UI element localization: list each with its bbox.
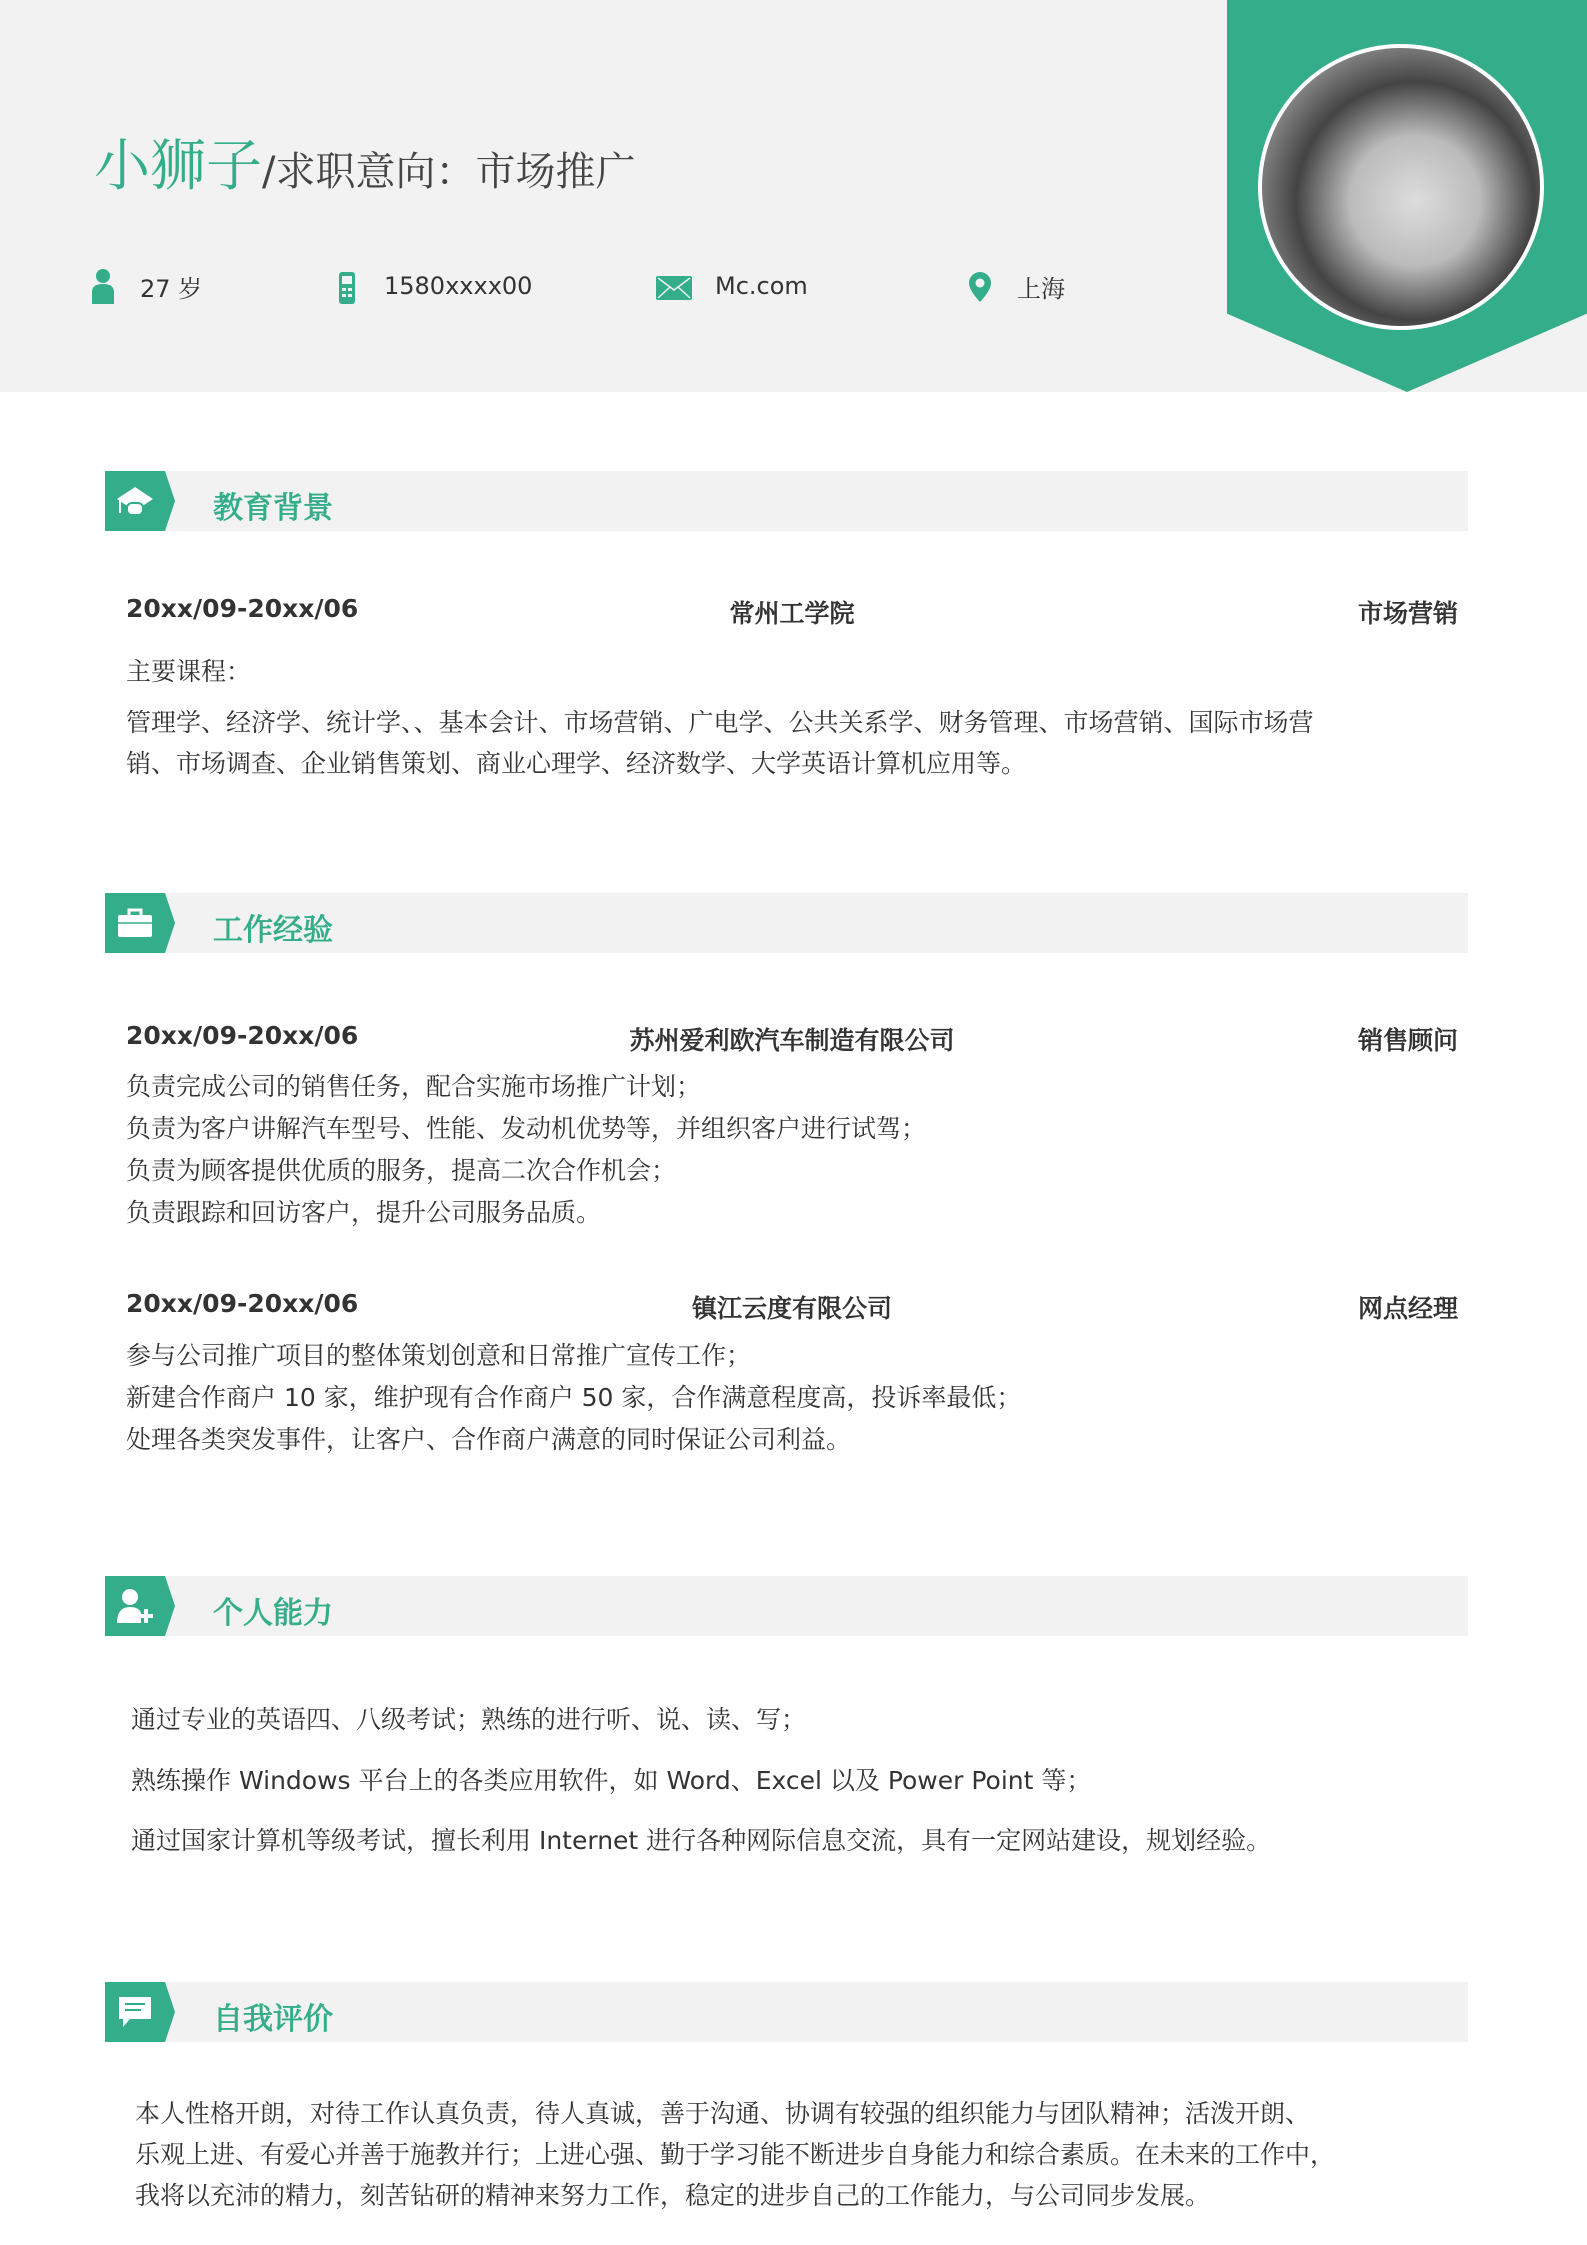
section-title: 个人能力	[213, 1596, 333, 1631]
section-skills	[105, 1576, 1468, 1636]
email-text: Mc.com	[715, 272, 808, 300]
courses-label: 主要课程：	[126, 657, 252, 686]
person-icon	[88, 268, 118, 304]
job-duty: 新建合作商户 10 家，维护现有合作商户 50 家，合作满意程度高，投诉率最低；	[126, 1383, 1022, 1412]
contact-phone	[332, 268, 532, 304]
self-eval-line: 我将以充沛的精力，刻苦钻研的精神来努力工作，稳定的进步自己的工作能力，与公司同步发展。	[135, 2181, 1211, 2210]
job-date: 20xx/09-20xx/06	[126, 1021, 359, 1050]
job-company: 苏州爱利欧汽车制造有限公司	[629, 1026, 955, 1055]
contact-age	[88, 268, 202, 304]
job-duty: 负责跟踪和回访客户，提升公司服务品质。	[126, 1198, 602, 1227]
section-title: 自我评价	[213, 2002, 333, 2037]
section-title: 教育背景	[213, 491, 333, 526]
education-date: 20xx/09-20xx/06	[126, 594, 359, 623]
courses-line-2: 销、市场调查、企业销售策划、商业心理学、经济数学、大学英语计算机应用等。	[126, 749, 1027, 778]
phone-icon	[332, 268, 362, 304]
education-row	[126, 594, 1458, 628]
job-role: 销售顾问	[1357, 1026, 1458, 1055]
job-duty: 负责为客户讲解汽车型号、性能、发动机优势等，并组织客户进行试驾；	[126, 1114, 927, 1143]
contact-location	[965, 268, 1065, 304]
section-work	[105, 893, 1468, 953]
job-intent: /求职意向：市场推广	[262, 149, 636, 195]
mail-icon	[655, 268, 693, 304]
job-row	[126, 1021, 1458, 1055]
job-duty: 处理各类突发事件，让客户、合作商户满意的同时保证公司利益。	[126, 1425, 852, 1454]
job-row	[126, 1289, 1458, 1323]
profile-photo	[1258, 44, 1544, 330]
section-education	[105, 471, 1468, 531]
contact-email	[655, 268, 808, 304]
graduation-cap-icon	[105, 471, 175, 531]
education-school: 常州工学院	[729, 599, 855, 628]
job-duty: 负责完成公司的销售任务，配合实施市场推广计划；	[126, 1072, 702, 1101]
job-duty: 负责为顾客提供优质的服务，提高二次合作机会；	[126, 1156, 677, 1185]
phone-text: 1580xxxx00	[384, 272, 533, 300]
section-title: 工作经验	[213, 913, 333, 948]
self-eval-line: 本人性格开朗，对待工作认真负责，待人真诚，善于沟通、协调有较强的组织能力与团队精神；活泼开朗、	[135, 2099, 1311, 2128]
user-plus-icon	[105, 1576, 175, 1636]
location-icon	[965, 268, 995, 304]
briefcase-icon	[105, 893, 175, 953]
skill-line: 通过国家计算机等级考试，擅长利用 Internet 进行各种网际信息交流，具有一定网站建设，规划经验。	[131, 1826, 1272, 1855]
job-duty: 参与公司推广项目的整体策划创意和日常推广宣传工作；	[126, 1341, 752, 1370]
education-major: 市场营销	[1357, 599, 1458, 628]
age-text: 27 岁	[140, 274, 203, 303]
section-self-eval	[105, 1982, 1468, 2042]
courses-line-1: 管理学、经济学、统计学、、基本会计、市场营销、广电学、公共关系学、财务管理、市场营销、国际市场营	[126, 708, 1314, 737]
skill-line: 熟练操作 Windows 平台上的各类应用软件，如 Word、Excel 以及 Power Point 等；	[131, 1766, 1092, 1795]
job-company: 镇江云度有限公司	[691, 1294, 892, 1323]
title-line	[94, 122, 635, 202]
comment-icon	[105, 1982, 175, 2042]
job-date: 20xx/09-20xx/06	[126, 1289, 359, 1318]
job-role: 网点经理	[1357, 1294, 1458, 1323]
candidate-name: 小狮子	[94, 134, 262, 199]
skill-line: 通过专业的英语四、八级考试；熟练的进行听、说、读、写；	[131, 1705, 807, 1734]
self-eval-line: 乐观上进、有爱心并善于施教并行；上进心强、勤于学习能不断进步自身能力和综合素质。在未来的工作中，	[135, 2140, 1336, 2169]
location-text: 上海	[1017, 274, 1065, 303]
